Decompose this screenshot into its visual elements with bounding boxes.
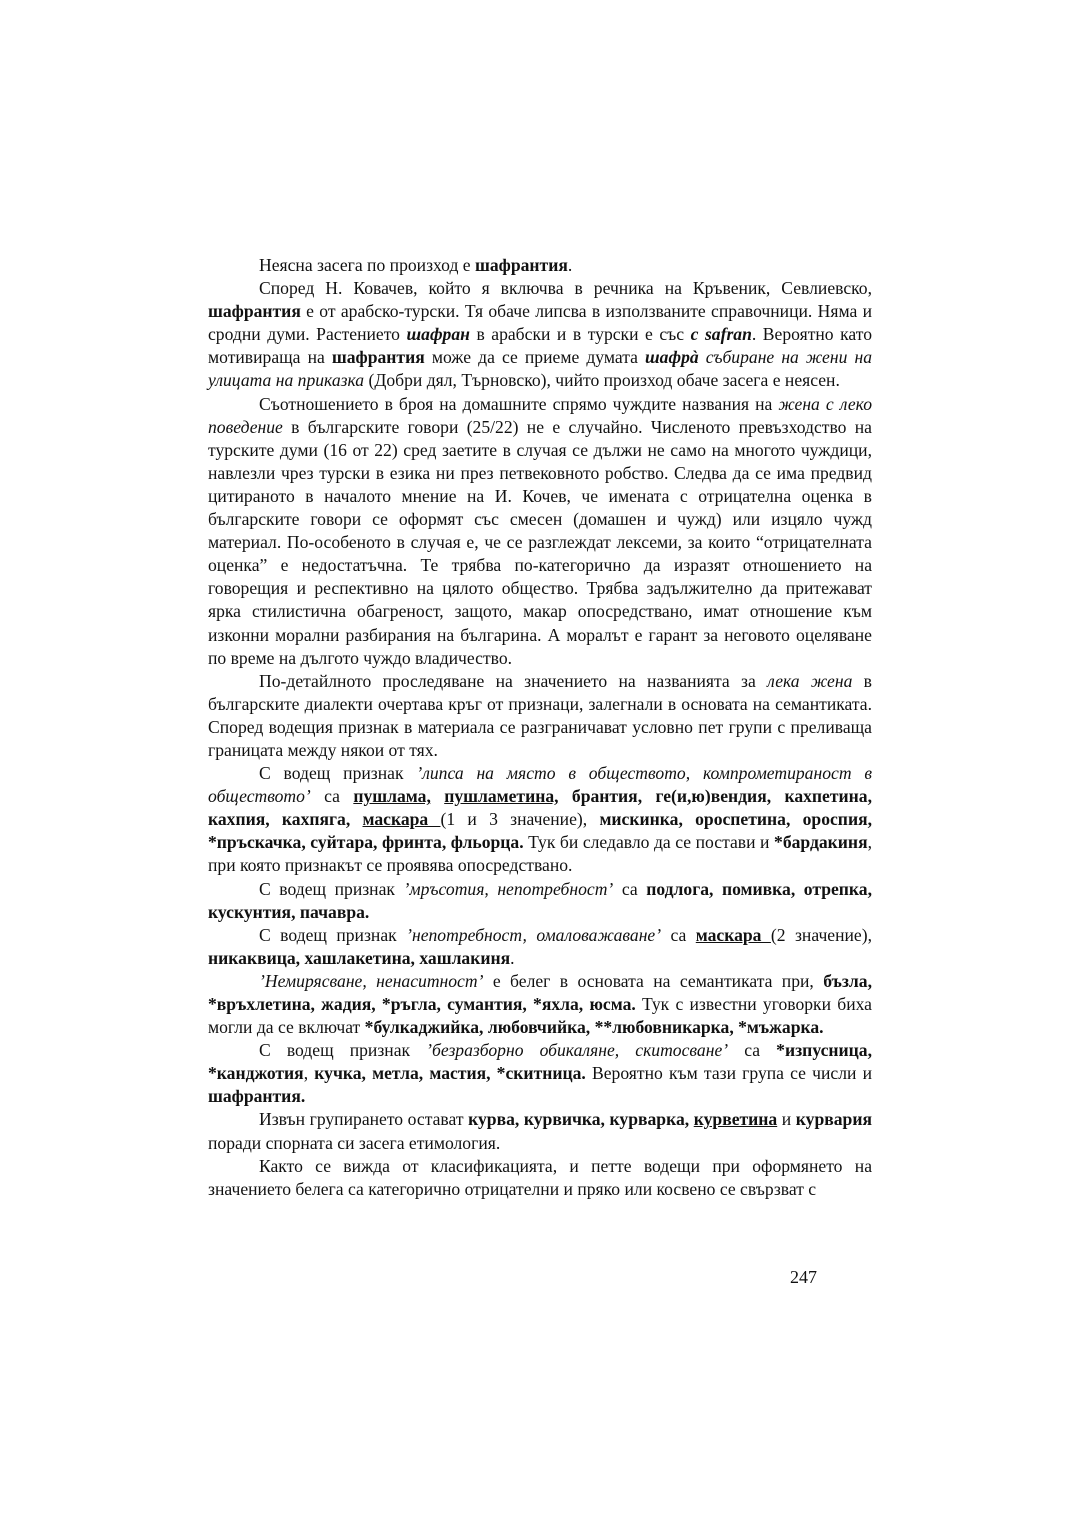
italic-phrase: ’Немирясване, ненаситност’ <box>259 970 484 991</box>
paragraph <box>208 924 872 970</box>
text-run: . Вероятно като мотивираща на <box>208 324 872 368</box>
italic-phrase: ’непотребност, омаловажаване’ <box>406 924 662 945</box>
paragraph <box>208 670 872 762</box>
italic-phrase: събиране на жени на улицата на приказка <box>208 347 873 391</box>
text-run: Съотношението в броя на домашните спрямо чуждите названия на <box>259 393 779 414</box>
text-run: Неясна засега по произход е <box>259 255 476 275</box>
text-run: са <box>661 924 696 945</box>
italic-phrase: ’липса на място в обществото, компрометираност в обществото’ <box>208 763 872 807</box>
term: маскара <box>362 809 441 830</box>
term: никаквица, хашлакетина, хашлакиня <box>208 947 511 968</box>
text-run: са <box>728 1040 777 1061</box>
term: кучка, метла, мастия, *скитница. <box>314 1063 586 1084</box>
paragraph <box>208 1039 872 1108</box>
term: *бардакиня <box>774 832 868 853</box>
text-run: С водещ признак <box>259 763 417 784</box>
term: *изпусница, *канджотия <box>208 1040 872 1084</box>
term: шафрантия <box>475 255 568 275</box>
term: бъзла, *връхлетина, жадия, *ръгла, сумантия, *яхла, юсма. <box>208 970 872 1014</box>
text-run: и <box>777 1109 796 1130</box>
page-number: 247 <box>790 1267 817 1287</box>
text-run: (2 значение), <box>770 924 872 945</box>
article-body <box>208 254 872 1201</box>
text-run: Вероятно към тази група се числи и <box>585 1063 873 1084</box>
italic-phrase: жена с леко поведение <box>208 393 872 437</box>
italic-phrase: лека жена <box>767 670 853 691</box>
text-run: , <box>303 1063 315 1084</box>
term: шафрантия <box>208 301 301 322</box>
paragraph <box>208 970 872 1039</box>
text-run: са <box>310 786 354 807</box>
text-run: С водещ признак <box>259 878 404 899</box>
term: шафрантия. <box>208 1086 306 1107</box>
paragraph <box>208 878 872 924</box>
text-run: в арабски и в турски е със <box>469 324 691 345</box>
text-run: , при която признакът се проявява опосредствано. <box>208 832 872 876</box>
text-run: са <box>613 878 647 899</box>
text-run: е от арабско-турски. Тя обаче липсва в използваните справочници. Няма и сродни думи. Растението <box>208 301 872 345</box>
paragraph <box>208 254 872 277</box>
text-run: (Добри дял, Търновско), чийто произход обаче засега е неясен. <box>364 370 840 391</box>
term: с safran <box>690 324 752 345</box>
italic-phrase: ’безразборно обикаляне, скитосване’ <box>426 1040 729 1061</box>
term: шафрантия <box>331 347 425 368</box>
paragraph <box>208 393 872 670</box>
text-run: С водещ признак <box>259 1040 427 1061</box>
text-run: . <box>510 947 515 968</box>
text-run: в българските диалекти очертава кръг от признаци, залегнали в основата на семантиката. Според водещия признак в материала се разграничават условно пет групи с преливаща границата между някои от тях. <box>208 670 872 760</box>
text-run: поради спорната си засега етимология. <box>208 1132 501 1153</box>
paragraph <box>208 1155 872 1201</box>
text-run: Тук с известни уговорки биха могли да се включат <box>208 994 872 1038</box>
paragraph <box>208 762 872 877</box>
text-run: може да се приеме думата <box>424 347 646 368</box>
text-run: С водещ признак <box>259 924 407 945</box>
paragraph <box>208 277 872 392</box>
text-run: е белег в основата на семантиката при, <box>483 970 824 991</box>
text-run: Според Н. Ковачев, който я включва в речника на Кръвеник, Севлиевско, <box>259 278 872 299</box>
text-run: в българските говори (25/22) не е случайно. Численото превъзходство на турските думи (16 от 22) сред заетите в случая се дължи не само на многото чуждици, навлезли чрез турски в езика ни през петвековното робство. Следва да се има предвид цитираното в началото мнение на И. Кочев, че имената с отрицателна оценка в българските говори се оформят със смесен (домашен и чужд) или изцяло чужд материал. По-особеното в случая е, че се разглеждат лексеми, за които “отрицателната оценка” е недостатъчна. Те трябва по-категорично да изразят отношението на говорещия и респективно на цялото общество. Трябва задължително да притежават ярка стилистична обагреност, защото, макар опосредствано, имат отношение към изконни морални разбирания на българина. А моралът е гарант за неговото оцеляване по време на дългото чуждо владичество. <box>208 416 872 668</box>
italic-phrase: ’мръсотия, непотребност’ <box>403 878 614 899</box>
term: подлога, помивка, отрепка, кускунтия, пачавра. <box>208 878 872 922</box>
text-run: (1 и 3 значение), <box>440 809 600 830</box>
term: курва, курвичка, курварка, <box>468 1109 694 1130</box>
term: мискинка, ороспетина, ороспия, *пръскачка, суйтара, фринта, фльорца. <box>208 809 872 853</box>
text-run: Извън групирането остават <box>259 1109 469 1130</box>
term: маскара <box>695 924 771 945</box>
term: брантия, ге(и,ю)вендия, кахпетина, кахпия, кахпяга, <box>208 786 872 830</box>
term: шафран <box>406 324 470 345</box>
text-run: . <box>567 255 573 275</box>
term: пушлама, <box>353 786 431 807</box>
term: курветина <box>693 1109 778 1130</box>
text-run <box>431 786 444 806</box>
term: курвария <box>795 1109 872 1130</box>
paragraph <box>208 1108 872 1154</box>
term: пушламетина, <box>444 786 559 807</box>
text-run: Тук би следавло да се постави и <box>523 832 775 853</box>
term: шафрà <box>645 347 699 368</box>
text-run: По-детайлното проследяване на значението на названията за <box>259 670 768 691</box>
text-run: Както се вижда от класификацията, и петте водещи при оформянето на значението белега са категорично отрицателни и пряко или косвено се свързват с <box>208 1155 872 1199</box>
term: *булкаджийка, любовчийка, **любовникарка, *мъжарка. <box>364 1017 824 1038</box>
